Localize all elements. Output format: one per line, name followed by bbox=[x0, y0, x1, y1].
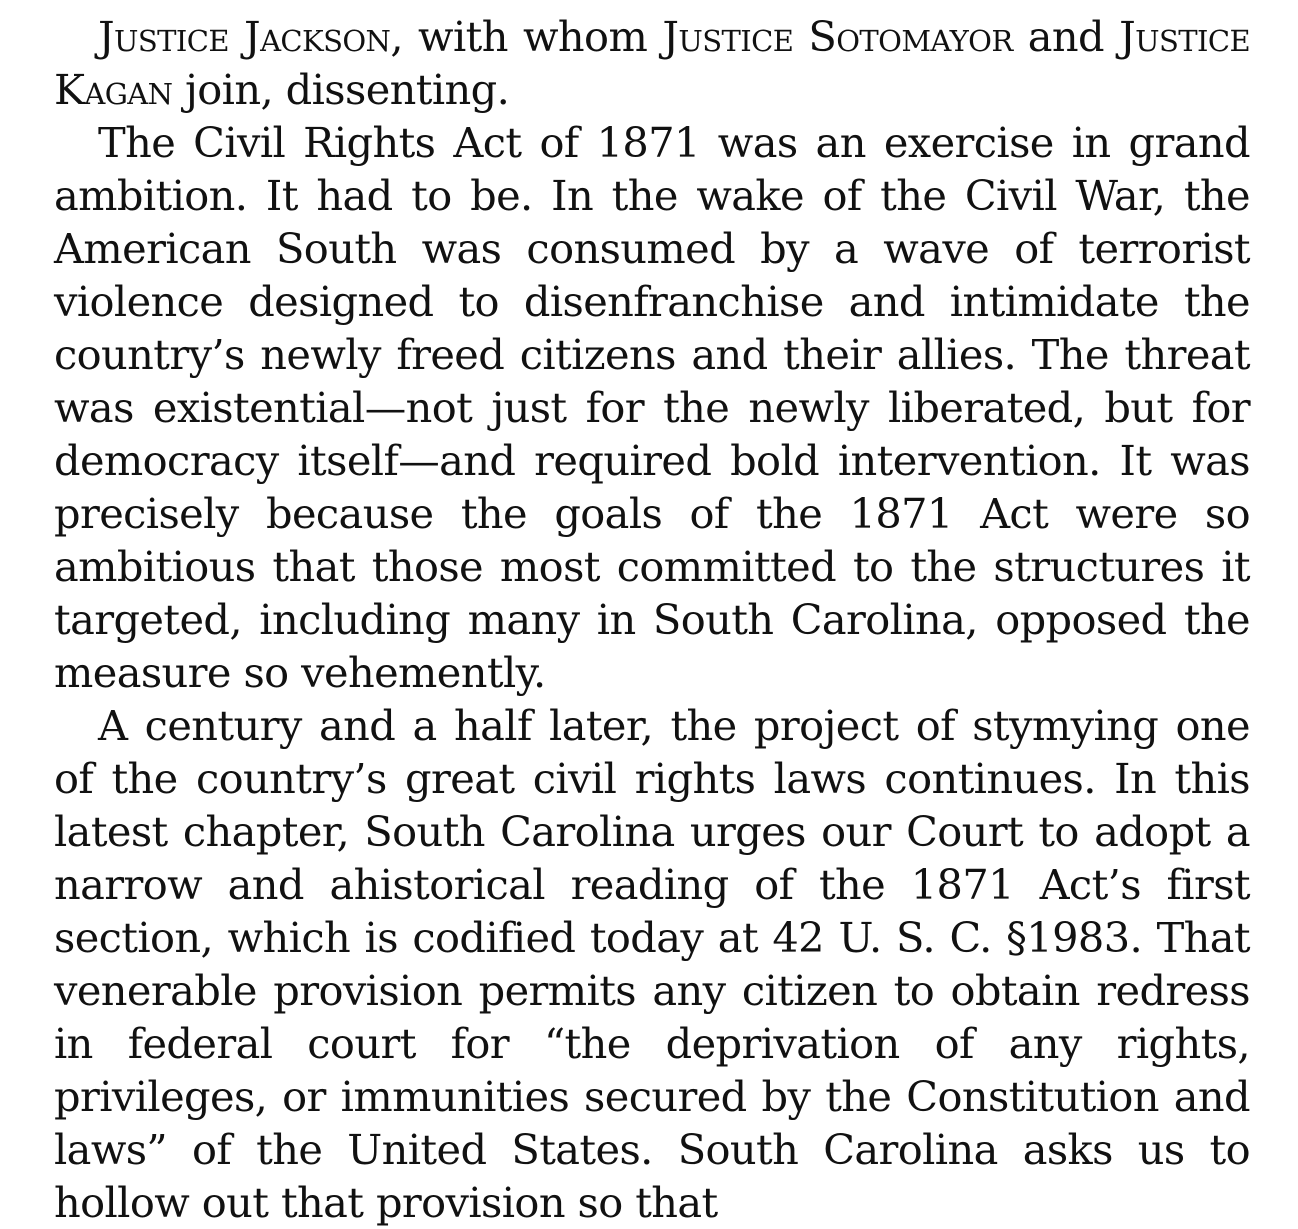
opener-text-3: join, dissenting. bbox=[172, 65, 510, 114]
opinion-page bbox=[54, 10, 1250, 1229]
opener-text-1: , with whom bbox=[390, 12, 663, 61]
justice-joining-1: Justice Sotomayor bbox=[662, 12, 1013, 61]
justice-author: Justice Jackson bbox=[98, 12, 391, 61]
body-paragraph-1: The Civil Rights Act of 1871 was an exercise in grand ambition. It had to be. In the wake of the Civil War, the American South was consumed by a wave of terrorist violence designed to disenfranchise and intimidate the country’s newly freed citizens and their allies. The threat was existential—not just for the newly liberated, but for democracy itself—and required bold intervention. It was precisely because the goals of the 1871 Act were so ambitious that those most committed to the structures it targeted, including many in South Carolina, opposed the measure so vehemently. bbox=[54, 118, 1250, 697]
dissent-opener bbox=[54, 10, 1250, 116]
justice-joining-2: Justice Kagan bbox=[54, 12, 1251, 114]
body-paragraph-2: A century and a half later, the project of stymying one of the country’s great civil rights laws continues. In this latest chapter, South Carolina urges our Court to adopt a narrow and ahistorical reading of the 1871 Act’s first section, which is codified today at 42 U. S. C. §1983. That venerable provision permits any citizen to obtain redress in federal court for “the deprivation of any rights, privileges, or immunities secured by the Constitution and laws” of the United States. South Carolina asks us to hollow out that provision so that bbox=[54, 701, 1250, 1227]
opener-text-2: and bbox=[1012, 12, 1120, 61]
